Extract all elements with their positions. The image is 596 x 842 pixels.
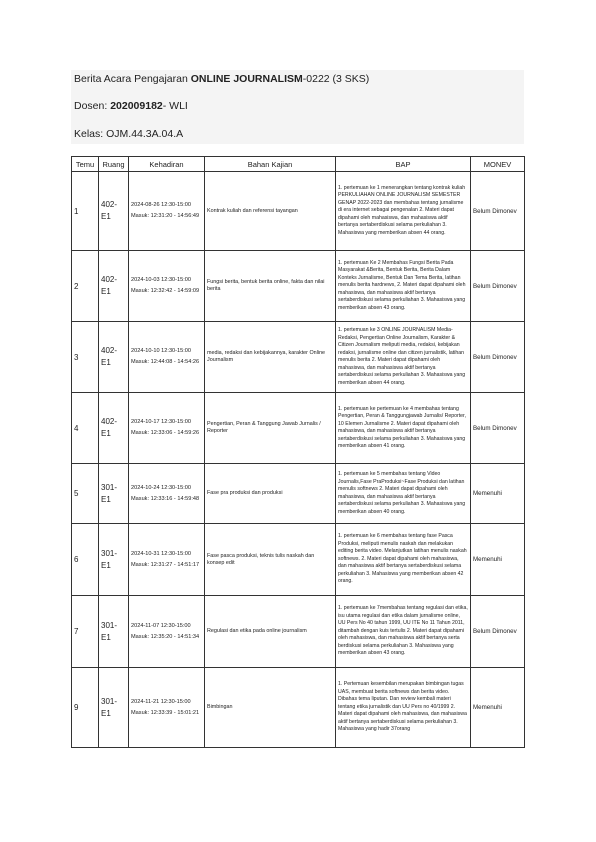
course-code: -0222 (3 SKS) (302, 73, 370, 85)
topic: Fungsi berita, bentuk berita online, fakta dan nilai berita (205, 251, 336, 322)
room-code: 402- (101, 417, 118, 426)
check-in-time: Masuk: 12:32:42 - 14:59:09 (131, 288, 200, 294)
table-row (72, 172, 525, 251)
meeting-number: 9 (72, 668, 99, 748)
monev-status: Belum Dimonev (471, 322, 525, 393)
meeting-number: 4 (72, 393, 99, 464)
check-in-time: Masuk: 12:35:20 - 14:51:34 (131, 633, 200, 640)
title-prefix: Berita Acara Pengajaran (74, 73, 188, 85)
report-header (71, 70, 524, 144)
col-kehadiran: Kehadiran (129, 157, 205, 172)
attendance (129, 524, 205, 596)
attendance (129, 464, 205, 524)
topic: media, redaksi dan kebijakannya, karakter Online Journalism (205, 322, 336, 393)
bap-notes: 1. pertemuan ke 1 menerangkan tentang kontrak kuliah PERKULIAHAN ONLINE JOURNALISM SEMESTER GENAP 2022-2023 dan membahas tentang jurnalisme di era internet sebagai pengenalan 2. Materi dapat dipahami oleh mahasiswa, dan mahasiswa aktif bertanya sertaberdiskusi selama perkuliahan 3. Mahasiswa yang memberikan absen 44 orang. (336, 172, 471, 251)
table-row (72, 668, 525, 748)
table-row (72, 322, 525, 393)
room-building: E1 (101, 358, 111, 367)
room (99, 668, 129, 748)
room (99, 464, 129, 524)
topic: Pengertian, Peran & Tanggung Jawab Jurnalis / Reporter (205, 393, 336, 464)
schedule-time: 2024-10-17 12:30-15:00 (131, 419, 192, 425)
bap-notes: 1. pertemuan Ke 2 Membahas Fungsi Berita Pada Masyarakat &Berita, Bentuk Berita, Berita Dalam Konteks Jurnalisme, Bentuk Dan Tema Berita, latihan menulis berita hardnews, 2. Materi dapat dipahami oleh mahasiswa, dan mahasiswa aktif bertanya sertaberdiskusi selama perkuliahan 3. Mahasiswa yang memberikan absen 43 orang. (336, 251, 471, 322)
schedule-time: 2024-10-24 12:30-15:00 (131, 484, 192, 491)
room (99, 596, 129, 668)
schedule-time: 2024-08-26 12:30-15:00 (131, 202, 192, 208)
lecturer-line (74, 100, 188, 112)
room-building: E1 (101, 708, 111, 718)
monev-status: Memenuhi (471, 524, 525, 596)
attendance (129, 172, 205, 251)
room-building: E1 (101, 632, 111, 642)
course-name: ONLINE JOURNALISM (190, 73, 303, 85)
meeting-number: 3 (72, 322, 99, 393)
room-building: E1 (101, 212, 111, 221)
meeting-number: 5 (72, 464, 99, 524)
lecturer-label: Dosen: (74, 100, 108, 112)
room (99, 251, 129, 322)
room-code: 402- (101, 200, 118, 209)
check-in-time: Masuk: 12:31:20 - 14:56:49 (131, 213, 200, 219)
room-building: E1 (101, 560, 111, 570)
col-temu: Temu (72, 157, 99, 172)
lecturer-code: - WLI (162, 100, 188, 112)
check-in-time: Masuk: 12:31:27 - 14:51:17 (131, 561, 200, 568)
monev-status: Memenuhi (471, 464, 525, 524)
bap-notes: 1. Pertemuan kesembilan merupakan bimbingan tugas UAS, membuat berita softnews dan berita video. Dibahas tema liputan. Dan review kembali materi tentang etika jurnalistik dan UU Pers no 40/1999 2. Materi dapat dipahami oleh mahasiswa, dan mahasiswa aktif bertanya sertaberdiskusi selama perkuliahan 3. Mahasiswa yang hadir 37orang (336, 668, 471, 748)
table-row (72, 524, 525, 596)
topic: Fase pra produksi dan produksi (205, 464, 336, 524)
room (99, 172, 129, 251)
bap-notes: 1. pertemuan ke 5 membahas tentang Video Journalis,Fase PraProduksi~Fase Produksi dan latihan menulis softnews 2. Materi dapat dipahami oleh mahasiswa, dan mahasiswa aktif bertanya sertaberdiskusi selama perkuliahan 3. Mahasiswa yang memberikan absen 40 orang. (336, 464, 471, 524)
check-in-time: Masuk: 12:44:08 - 14:54:26 (131, 359, 200, 365)
attendance (129, 668, 205, 748)
class-line (74, 128, 183, 140)
table-row (72, 464, 525, 524)
table-row (72, 393, 525, 464)
bap-notes: 1. pertemuan ke 3 ONLINE JOURNALISM Media-Redaksi, Pengertian Online Journalism, Karakter & Citizen Journalism meliputi media, redaksi, kebijakan redaksi, jurnalisme online dan citizen jurnalistik, latihan menulis berita 2. Materi dapat dipahami oleh mahasiswa, dan mahasiswa aktif bertanya sertaberdiskusi selama perkuliahan 3. Mahasiswa yang memberikan absen 44 orang. (336, 322, 471, 393)
attendance (129, 251, 205, 322)
meeting-number: 7 (72, 596, 99, 668)
room-building: E1 (101, 429, 111, 438)
schedule-time: 2024-10-03 12:30-15:00 (131, 277, 192, 283)
teaching-report-table (71, 156, 525, 748)
lecturer-id: 202009182 (110, 100, 163, 112)
room-code: 301- (101, 620, 118, 630)
bap-notes: 1. pertemuan ke 7membahas tentang regulasi dan etika, isu utama regulasi dan etika dalam jurnalisme online, UU Pers No 40 tahun 1999, UU ITE No 11 Tahun 2011, ditambah dengan kuis tertulis 2. Materi dapat dipahami oleh mahasiswa, dan mahasiswa aktif bertanya serta berdiskusi selama perkuliahan 3. Mahasiswa yang memberikan absen 43 orang. (336, 596, 471, 668)
topic: Fase pasca produksi, teknis tulis naskah dan konsep edit (205, 524, 336, 596)
attendance (129, 393, 205, 464)
schedule-time: 2024-10-31 12:30-15:00 (131, 550, 192, 557)
schedule-time: 2024-11-07 12:30-15:00 (131, 622, 191, 629)
topic: Bimbingan (205, 668, 336, 748)
schedule-time: 2024-10-10 12:30-15:00 (131, 348, 192, 354)
room (99, 393, 129, 464)
attendance (129, 322, 205, 393)
attendance (129, 596, 205, 668)
check-in-time: Masuk: 12:33:39 - 15:01:21 (131, 709, 200, 716)
monev-status: Belum Dimonev (471, 172, 525, 251)
check-in-time: Masuk: 12:33:06 - 14:59:26 (131, 430, 200, 436)
meeting-number: 6 (72, 524, 99, 596)
table-header-row (72, 157, 525, 172)
room-code: 301- (101, 482, 118, 492)
room-code: 301- (101, 696, 118, 706)
topic: Regulasi dan etika pada online journalism (205, 596, 336, 668)
room (99, 322, 129, 393)
room-code: 402- (101, 346, 118, 355)
bap-notes: 1. pertemuan ke pertemuan ke 4 membahas tentang Pengertian, Peran & Tanggungjawab Jurnalis/ Reporter, 10 Elemen Jurnalisme 2. Materi dapat dipahami oleh mahasiswa, dan mahasiswa aktif bertanya sertaberdiskusi selama perkuliahan 3. Mahasiswa yang memberikan absen 41 orang. (336, 393, 471, 464)
table-row (72, 596, 525, 668)
schedule-time: 2024-11-21 12:30-15:00 (131, 698, 191, 705)
col-ruang: Ruang (99, 157, 129, 172)
col-monev: MONEV (471, 157, 525, 172)
col-bahan-kajian: Bahan Kajian (205, 157, 336, 172)
room (99, 524, 129, 596)
meeting-number: 1 (72, 172, 99, 251)
meeting-number: 2 (72, 251, 99, 322)
monev-status: Belum Dimonev (471, 596, 525, 668)
monev-status: Belum Dimonev (471, 393, 525, 464)
monev-status: Belum Dimonev (471, 251, 525, 322)
report-title (74, 73, 369, 85)
room-building: E1 (101, 494, 111, 504)
check-in-time: Masuk: 12:33:16 - 14:59:48 (131, 495, 200, 502)
class-label: Kelas: (74, 128, 104, 140)
table-row (72, 251, 525, 322)
topic: Kontrak kuliah dan referensi tayangan (205, 172, 336, 251)
room-code: 402- (101, 275, 118, 284)
col-bap: BAP (336, 157, 471, 172)
monev-status: Memenuhi (471, 668, 525, 748)
bap-notes: 1. pertemuan ke 6 membahas tentang fase Pasca Produksi, meliputi menulis naskah dan melakukan editing berita video. Melanjutkan latihan menulis naskah softnews. 2. Materi dapat dipahami oleh mahasiswa, dan mahasiswa aktif bertanya sertaberdiskusi selama perkuliahan 3. Mahasiswa yang memberikan absen 42 orang. (336, 524, 471, 596)
room-code: 301- (101, 548, 118, 558)
room-building: E1 (101, 287, 111, 296)
class-value: OJM.44.3A.04.A (106, 128, 184, 140)
